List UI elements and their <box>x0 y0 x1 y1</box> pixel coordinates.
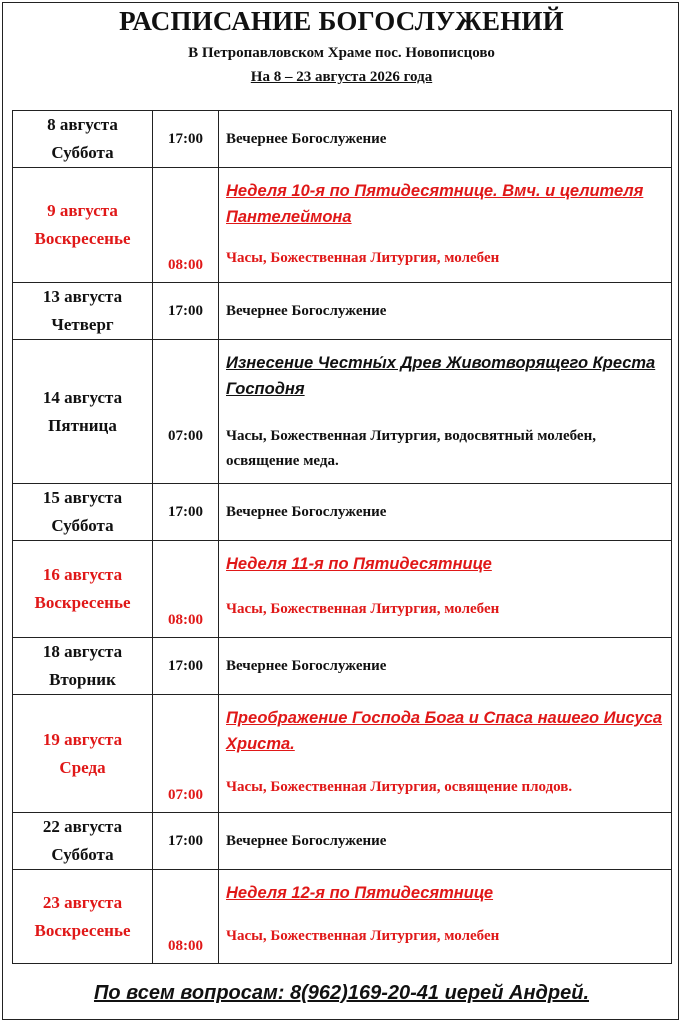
table-row <box>13 813 672 870</box>
weekday-text: Вторник <box>49 670 116 689</box>
table-row <box>13 283 672 340</box>
day-cell <box>13 541 153 638</box>
feast-title: Неделя 11-я по Пятидесятнице <box>226 555 492 573</box>
service-text: Вечернее Богослужение <box>226 503 387 520</box>
schedule-table <box>12 110 672 964</box>
service-text: Часы, Божественная Литургия, молебен <box>226 250 500 266</box>
weekday-text: Суббота <box>51 516 114 535</box>
service-text: Вечернее Богослужение <box>226 832 387 849</box>
date-text: 15 августа <box>42 488 123 507</box>
service-text: Часы, Божественная Литургия, освящение плодов. <box>226 779 573 795</box>
service-cell <box>219 870 672 964</box>
service-text: Часы, Божественная Литургия, молебен <box>226 928 500 944</box>
service-cell <box>219 168 672 283</box>
date-text: 22 августа <box>42 817 123 836</box>
date-text: 16 августа <box>42 565 123 584</box>
time-cell: 08:00 <box>153 541 219 638</box>
day-cell <box>13 340 153 484</box>
time-cell: 07:00 <box>153 340 219 484</box>
day-cell <box>13 111 153 168</box>
date-range-text: На 8 – 23 августа 2026 года <box>250 69 433 85</box>
date-text: 23 августа <box>42 892 123 912</box>
service-text: Часы, Божественная Литургия, водосвятный молебен, освящение меда. <box>226 428 596 469</box>
contact-footer: По всем вопросам: 8(962)169-20-41 иерей Андрей. <box>93 982 590 1004</box>
time-cell: 17:00 <box>153 283 219 340</box>
date-text: 14 августа <box>42 387 123 407</box>
feast-title: Неделя 12-я по Пятидесятнице <box>226 884 494 902</box>
time-cell: 17:00 <box>153 111 219 168</box>
table-row <box>13 484 672 541</box>
table-row <box>13 638 672 695</box>
time-cell: 07:00 <box>153 695 219 813</box>
feast-title: Неделя 10-я по Пятидесятнице. Вмч. и целителя Пантелеймона <box>226 182 644 226</box>
table-row <box>13 168 672 283</box>
weekday-text: Воскресенье <box>34 229 131 248</box>
day-cell <box>13 283 153 340</box>
weekday-text: Воскресенье <box>34 593 131 612</box>
date-text: 8 августа <box>47 115 118 134</box>
service-cell <box>219 638 672 695</box>
date-range <box>0 69 683 86</box>
day-cell <box>13 484 153 541</box>
table-row <box>13 870 672 964</box>
service-text: Часы, Божественная Литургия, молебен <box>226 601 500 617</box>
weekday-text: Суббота <box>51 143 114 162</box>
day-cell <box>13 813 153 870</box>
weekday-text: Четверг <box>51 315 114 334</box>
time-cell: 17:00 <box>153 813 219 870</box>
service-cell <box>219 283 672 340</box>
time-cell: 08:00 <box>153 168 219 283</box>
day-cell <box>13 168 153 283</box>
table-row <box>13 695 672 813</box>
day-cell <box>13 638 153 695</box>
service-text: Вечернее Богослужение <box>226 657 387 674</box>
weekday-text: Пятница <box>48 415 117 435</box>
date-text: 9 августа <box>47 201 118 220</box>
day-cell <box>13 695 153 813</box>
time-cell: 17:00 <box>153 638 219 695</box>
weekday-text: Воскресенье <box>34 920 131 940</box>
service-cell <box>219 695 672 813</box>
service-cell <box>219 541 672 638</box>
time-cell: 08:00 <box>153 870 219 964</box>
date-text: 18 августа <box>42 642 123 661</box>
service-cell <box>219 484 672 541</box>
day-cell <box>13 870 153 964</box>
table-row <box>13 541 672 638</box>
table-row <box>13 111 672 168</box>
table-row <box>13 340 672 484</box>
service-cell <box>219 111 672 168</box>
feast-title: Преображение Господа Бога и Спаса нашего Иисуса Христа. <box>226 709 663 753</box>
service-cell <box>219 813 672 870</box>
weekday-text: Суббота <box>51 845 114 864</box>
service-text: Вечернее Богослужение <box>226 130 387 147</box>
weekday-text: Среда <box>59 757 106 777</box>
service-text: Вечернее Богослужение <box>226 302 387 319</box>
service-cell <box>219 340 672 484</box>
church-name: В Петропавловском Храме пос. Новописцово <box>188 45 495 61</box>
page-title: РАСПИСАНИЕ БОГОСЛУЖЕНИЙ <box>119 6 564 36</box>
feast-title: Изнесение Честны́х Древ Животворящего Креста Господня <box>226 354 656 398</box>
date-text: 13 августа <box>42 287 123 306</box>
date-text: 19 августа <box>42 729 123 749</box>
time-cell: 17:00 <box>153 484 219 541</box>
